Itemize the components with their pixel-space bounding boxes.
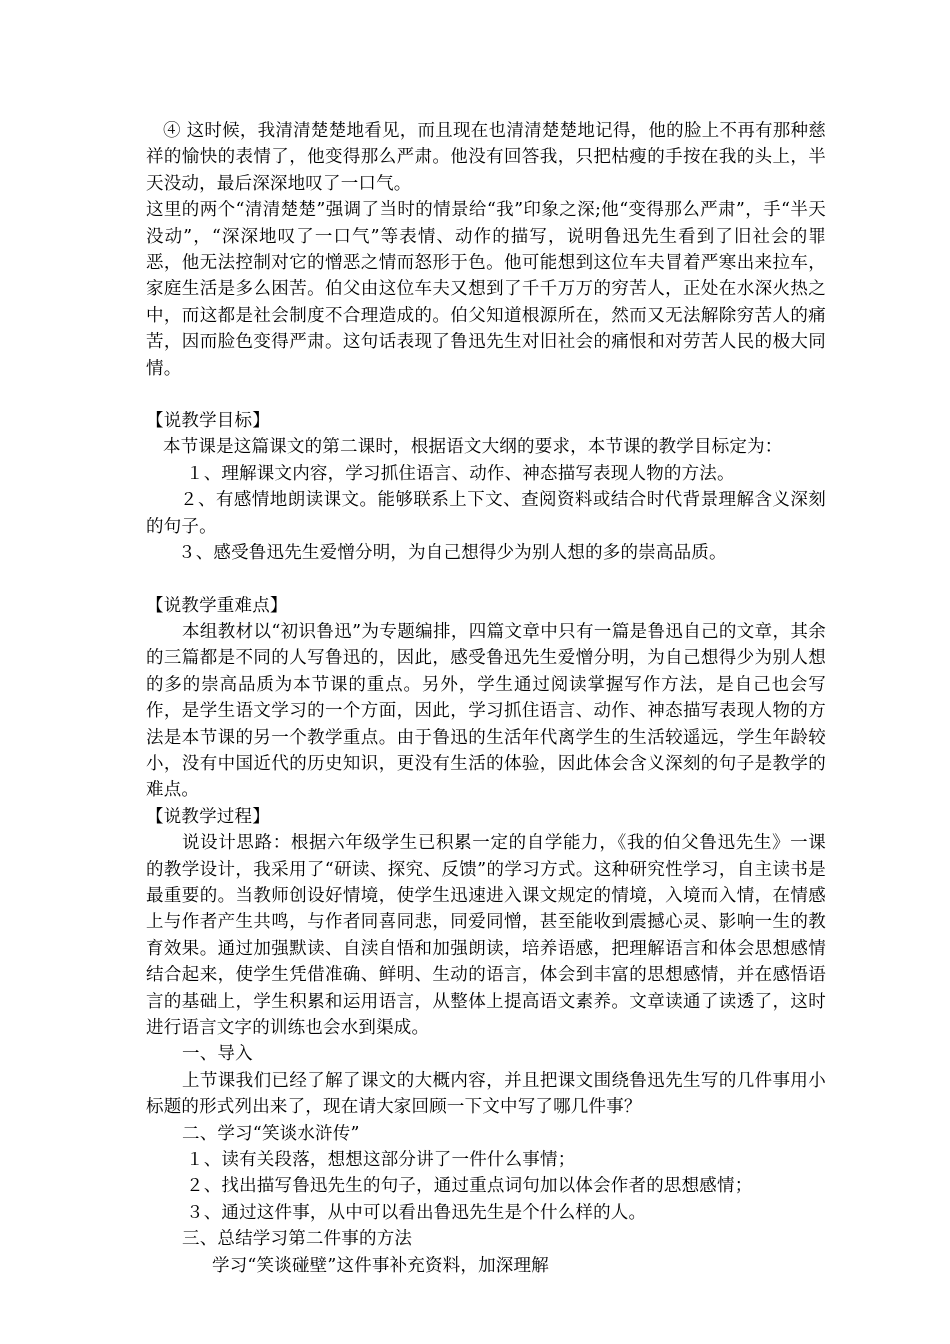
process-design: 说设计思路：根据六年级学生已积累一定的自学能力，《我的伯父鲁迅先生》一课的教学设计，我采用了“研读、探究、反馈”的学习方式。这种研究性学习，自主读书是最重要的。当教师创设好情境，使学生迅速进入课文规定的情境，入境而入情，在情感上与作者产生共鸣，与作者同喜同悲，同爱同憎，甚至能收到震撼心灵、影响一生的教育效果。通过加强默读、自渎自悟和加强朗读，培养语感，把理解语言和体会思想感情结合起来，使学生凭借准确、鲜明、生动的语言，体会到丰富的思想感情，并在感悟语言的基础上，学生积累和运用语言，从整体上提高语文素养。文章读通了读透了，这时进行语言文字的训练也会水到渠成。: [146, 833, 826, 1038]
step3-title: 三、总结学习第二件事的方法: [182, 1229, 413, 1250]
quote-paragraph: ④ 这时候，我清清楚楚地看见，而且现在也清清楚楚地记得，他的脸上不再有那种慈祥的愉快的表情了，他变得那么严肃。他没有回答我，只把枯瘦的手按在我的头上，半天没动，最后深深地叹了一口气。: [146, 121, 826, 194]
goal-item-1: １、理解课文内容，学习抓住语言、动作、神态描写表现人物的方法。: [186, 463, 735, 484]
step1-title: 一、导入: [182, 1044, 253, 1065]
step1-body: 上节课我们已经了解了课文的大概内容，并且把课文围绕鲁迅先生写的几件事用小标题的形式列出来了，现在请大家回顾一下文中写了哪几件事？: [146, 1070, 826, 1118]
document-page: [146, 118, 826, 1279]
step3-body: 学习“笑谈碰壁”这件事补充资料，加深理解: [212, 1255, 549, 1276]
section-heading-keypoints: 【说教学重难点】: [146, 595, 288, 616]
keypoints-body: 本组教材以“初识鲁迅”为专题编排，四篇文章中只有一篇是鲁迅自己的文章，其余的三篇都是不同的人写鲁迅的，因此，感受鲁迅先生爱憎分明，为自己想得少为别人想的多的崇高品质为本节课的重点。另外，学生通过阅读掌握写作方法，是自己也会写作，是学生语文学习的一个方面，因此，学习抓住语言、动作、神态描写表现人物的方法是本节课的另一个教学重点。由于鲁迅的生活年代离学生的生活较遥远，学生年龄较小，没有中国近代的历史知识，更没有生活的体验，因此体会含义深刻的句子是教学的难点。: [146, 621, 826, 801]
step2-title: 二、学习“笑谈水浒传”: [182, 1123, 360, 1144]
section-heading-goals: 【说教学目标】: [146, 411, 270, 432]
goals-intro: 本节课是这篇课文的第二课时，根据语文大纲的要求，本节课的教学目标定为：: [163, 437, 783, 458]
spacer: [146, 382, 826, 408]
analysis-paragraph: 这里的两个“清清楚楚”强调了当时的情景给“我”印象之深;他“变得那么严肃”，手“半天没动”，“深深地叹了一口气”等表情、动作的描写，说明鲁迅先生看到了旧社会的罪恶，他无法控制对它的憎恶之情而怒形于色。他可能想到这位车夫冒着严寒出来拉车，家庭生活是多么困苦。伯父由这位车夫又想到了千千万万的穷苦人，正处在水深火热之中，而这都是社会制度不合理造成的。伯父知道根源所在，然而又无法解除穷苦人的痛苦，因而脸色变得严肃。这句话表现了鲁迅先生对旧社会的痛恨和对劳苦人民的极大同情。: [146, 200, 826, 379]
step2-item-1: １、读有关段落，想想这部分讲了一件什么事情；: [186, 1150, 576, 1171]
section-heading-process: 【说教学过程】: [146, 806, 270, 827]
goal-item-3: ３、感受鲁迅先生爱憎分明，为自己想得少为别人想的多的崇高品质。: [178, 543, 727, 564]
spacer: [146, 567, 826, 593]
step2-item-3: ３、通过这件事，从中可以看出鲁迅先生是个什么样的人。: [186, 1202, 647, 1223]
goal-item-2: ２、有感情地朗读课文。能够联系上下文、查阅资料或结合时代背景理解含义深刻的句子。: [146, 490, 826, 537]
step2-item-2: ２、找出描写鲁迅先生的句子，通过重点词句加以体会作者的思想感情；: [186, 1176, 753, 1197]
